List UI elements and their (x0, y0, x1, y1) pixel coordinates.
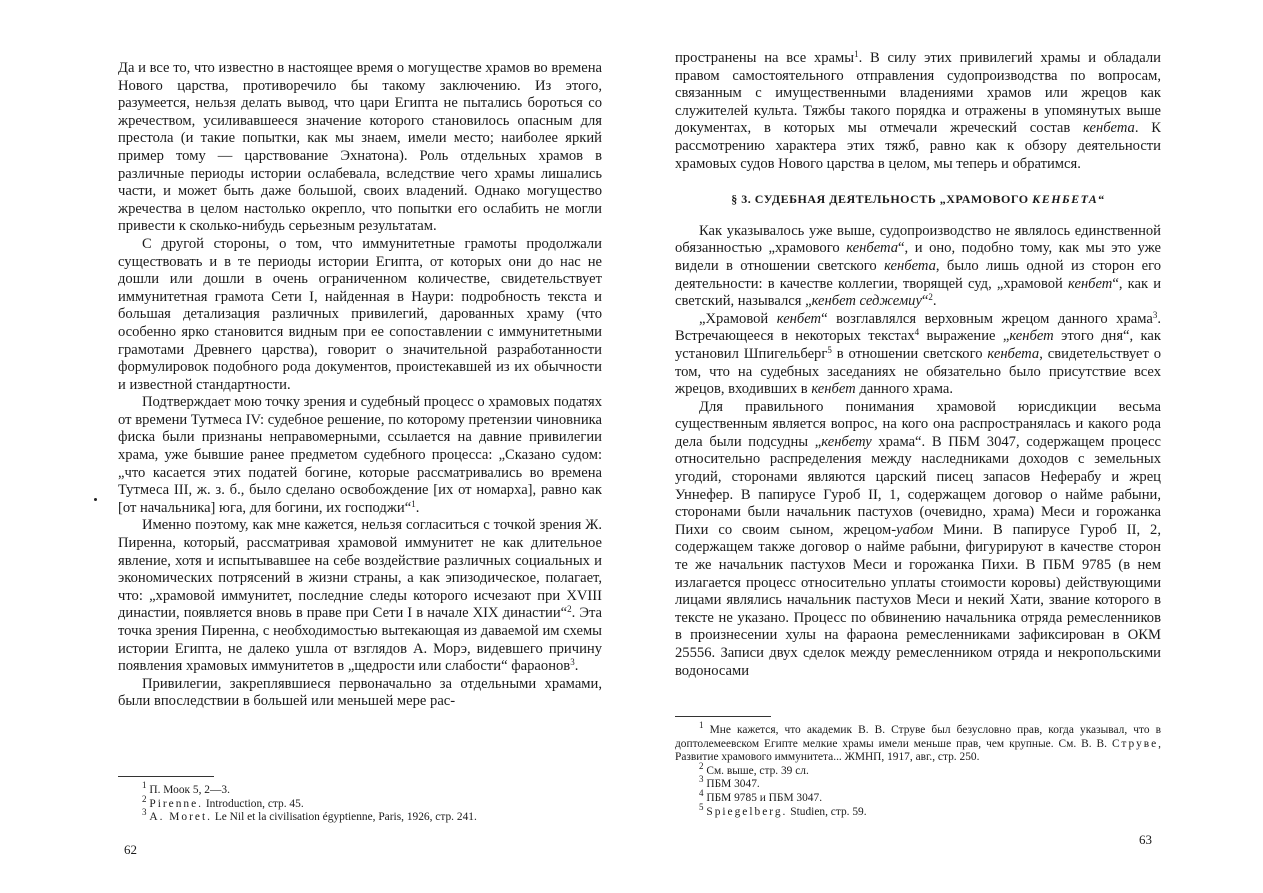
footnote-number: 3 (699, 774, 704, 785)
paragraph: Именно поэтому, как мне кажется, нельзя согласиться с точкой зрения Ж. Пиренна, который, рассматривая храмовой иммунитет не как длительное явление, хотя и испытывавшее на себе воздействие различных социальных и экономических потрясений в жизни страны, а как эпизодическое, полагает, что: „храмовой иммунитет, последние следы которого исчезают при XVIII династии, появляется вновь в праве при Сети I в начале XIX династии“$^2$. Эта точка зрения Пиренна, с необходимостью вытекающая из даваемой им схемы истории Египта, не далеко ушла от взглядов А. Морэ, видевшего причину появления храмовых иммунитетов в „щедрости или слабости“ фараонов$^3$. (118, 517, 602, 675)
paragraph-text: Мини. В папирусе Гуроб II, 2, содержащем также договор о найме рабыни, фигурируют в качестве сторон те же начальник пастухов Меси и горожанка Пихи. В ПБМ 9785 (в нем излагается процесс относительно уплаты стоимости коровы) действующими лицами являлись начальник пастухов Меси и некий Хати, звание которого в тексте не указано. Процесс по обвинению начальника отряда ремесленников в произнесении хулы на фараона ремесленниками зафиксирован в ОКМ 25556. Записи двух сделок между ремесленником отряда и некропольскими водоносами (675, 521, 1161, 679)
term-kenbet: кенбета (884, 257, 936, 274)
footnote-number: 4 (699, 787, 704, 798)
right-footnotes (675, 716, 1161, 819)
footnote-ref: 3 (570, 657, 575, 668)
footnote (118, 793, 602, 812)
term-kenbet: кенбет (1068, 275, 1113, 292)
term-kenbet: кенбет (776, 310, 822, 327)
footnote-ref: 1 (411, 498, 416, 509)
paragraph-text: в отношении светского (831, 345, 988, 362)
footnote-text: ПБМ 3047. (706, 778, 760, 791)
paragraph-text: “, и оно, подобно тому, как мы это уже видели в отношении светского (675, 240, 1161, 274)
footnote-ref: 1 (854, 49, 859, 59)
footnote-ref: 5 (827, 344, 832, 355)
footnote-author: Pirenne. (149, 797, 204, 810)
paragraph-text: . Эта точка зрения Пиренна, с необходимостью вытекающая из даваемой им схемы истории Египта, не далеко ушла от взглядов А. Морэ, видевшего причину появления храмовых иммунитетов в „щедрости или слабости“ фараонов (118, 605, 602, 675)
footnote-number: 5 (699, 801, 704, 812)
footnote-text: ПБМ 9785 и ПБМ 3047. (706, 791, 823, 804)
term-kenbet: кенбет (811, 381, 856, 398)
paragraph (675, 311, 1161, 399)
term-kenbet: кенбета (846, 240, 899, 257)
footnote-ref: 4 (914, 327, 920, 338)
term-kenbet: кенбета (987, 345, 1040, 362)
footnote (675, 774, 1161, 792)
footnote-ref: 3 (1152, 309, 1158, 320)
footnote-number: 1 (142, 780, 147, 790)
paragraph-text: храма“. В ПБМ 3047, содержащем процесс относительно распределения между наследниками доходов с земельных угодий, сторонами являются царский писец запасов Неферабу и жрец Уннефер. В папирусе Гуроб II, 1, содержащем договор о найме рабыни, сторонами были начальник пастухов (очевидно, храма) Меси и горожанка Пихи со своим сыном, жрецом- (675, 433, 1161, 538)
paragraph: Да и все то, что известно в настоящее время о могуществе храмов во времена Нового царства, противоречило бы такому заключению. Из этого, разумеется, нельзя делать вывод, что цари Египта не пытались бороться со жречеством, усиливавшееся значение которого становилось опасным для престола (и такие попытки, как мы знаем, имели место; наиболее яркий пример тому — царствование Эхнатона). Роль отдельных храмов в различные периоды истории ослабевала, вследствие чего храмы лишались части, и может быть даже большой, своих владений. Однако могущество жречества в целом настолько окрепло, что попытки его ослабить не могли привести к сколько-нибудь серьезным результатам. (118, 60, 602, 235)
paragraph-text: Подтверждает мою точку зрения и судебный процесс о храмовых податях от времени Тутмеса IV: судебное решение, по которому претензии чиновника фиска были признаны неправомерными, ссылается на давние привилегии храма, уже бывшие ранее предметом судебного процесса: „Сказано судом: „что касается этих податей богине, которые рассматривались во времена Тутмеса III, ж. з. б., было сделано освобождение [их от номарха], равно как [от начальника] юга, для богини, их господжи“ (118, 394, 602, 516)
paragraph-text: “, как и светский, назывался „ (675, 275, 1162, 310)
footnote (675, 801, 1161, 820)
footnote (675, 720, 1161, 765)
paragraph (675, 223, 1161, 311)
term-kenbet: кенбет седжемиу (811, 293, 922, 310)
paragraph: Привилегии, закреплявшиеся первоначально за отдельными храмами, были впоследствии в большей или меньшей мере рас- (118, 675, 602, 710)
section-heading-text: “ (1098, 192, 1105, 207)
left-page (0, 0, 631, 893)
footnote-number: 2 (142, 793, 147, 804)
footnote-ref: 2 (567, 604, 572, 615)
footnote-author: A. Moret. (149, 811, 212, 824)
page-number: 62 (124, 842, 137, 857)
section-heading (675, 191, 1161, 209)
section-heading-term: КЕНБЕТА (1032, 192, 1099, 207)
paragraph: Подтверждает мою точку зрения и судебный процесс о храмовых податях от времени Тутмеса IV: судебное решение, по которому претензии чиновника фиска были признаны неправомерными, ссылается на давние привилегии храма, уже бывшие ранее предметом судебного процесса: „Сказано судом: „что касается этих податей богине, которые рассматривались во времена Тутмеса III, ж. з. б., было сделано освобождение [их от номарха], равно как [от начальника] юга, для богини, их господжи“$^1$. (118, 394, 602, 516)
paragraph-text: выражение „ (919, 328, 1010, 345)
section-heading-text: § 3. СУДЕБНАЯ ДЕЯТЕЛЬНОСТЬ „ХРАМОВОГО (731, 192, 1033, 207)
paragraph-text: . Встречающееся в некоторых текстах (675, 310, 1161, 345)
term-kenbet: кенбету (821, 433, 872, 450)
footnote-divider (675, 716, 771, 717)
paragraph-text: Как указывалось уже выше, судопроизводство не являлось единственной обязанностью „храмового (675, 222, 1161, 257)
term-kenbet: кенбета (1083, 120, 1135, 137)
footnote-text: Le Nil et la civilisation égyptienne, Paris, 1926, стр. 241. (211, 811, 477, 824)
paragraph-text: данного храма. (855, 381, 954, 398)
paragraph (675, 399, 1161, 681)
footnote-text: П. Моок 5, 2—3. (149, 784, 230, 796)
page-number: 63 (1139, 832, 1152, 847)
footnote-author: Spiegelberg. (706, 805, 788, 818)
right-page (631, 0, 1263, 893)
footnote (675, 787, 1161, 806)
paragraph-text: . К рассмотрению характера этих тяжб, равно как к обзору деятельности храмовых судов Нового царства в целом, мы теперь и обратимся. (675, 120, 1161, 172)
footnote-number: 2 (699, 760, 704, 771)
paragraph-text: Для правильного понимания храмовой юрисдикции весьма существенным является вопрос, на кого она распространялась и какого рода дела были подсудны „ (675, 398, 1161, 450)
footnote-text: Introduction, стр. 45. (203, 797, 304, 810)
footnote-number: 1 (699, 720, 704, 730)
paragraph-text: “ возглавлялся верховным жрецом данного храма (821, 310, 1153, 327)
paragraph-text: . В силу этих привилегий храмы и обладали правом самостоятельного отправления судопроизводства по вопросам, связанным с имущественными владениями храмов или жрецов как служителей культа. Тяжбы такого порядка и отражены в упомянутых выше документах, в которых мы отмечали жреческий состав (675, 50, 1161, 137)
left-main-text (118, 60, 602, 711)
paragraph-text: . (932, 293, 937, 310)
footnote-author: Струве (1111, 737, 1159, 750)
right-main-text (675, 50, 1161, 680)
paragraph-text: „Храмовой (699, 310, 777, 327)
margin-mark (94, 498, 97, 501)
paragraph (675, 50, 1161, 173)
footnote-number: 3 (142, 807, 147, 818)
footnote-divider (118, 776, 214, 777)
footnote-text: Studien, стр. 59. (787, 805, 867, 818)
footnote-text: , Развитие храмового иммунитета... ЖМНП, 1917, авг., стр. 250. (675, 737, 1161, 764)
footnote-text: Мне кажется, что академик В. В. Струве был безусловно прав, когда указывал, что в доптолемеевском Египте мелкие храмы имели меньше прав, чем крупные. См. В. В. (675, 724, 1161, 750)
paragraph-text: пространены на все храмы (675, 50, 855, 66)
footnote (118, 807, 602, 825)
paragraph-text: “ (921, 293, 929, 310)
footnote (675, 760, 1161, 779)
left-footnotes (118, 776, 602, 825)
paragraph-text: Именно поэтому, как мне кажется, нельзя согласиться с точкой зрения Ж. Пиренна, который, рассматривая храмовой иммунитет не как длительное явление, хотя и испытывавшее на себе воздействие различных социальных и экономических потрясений в жизни страны, а как эпизодическое, полагает, что: „храмовой иммунитет, последние следы которого исчезают при XVIII династии, появляется вновь в праве при Сети I в начале XIX династии“ (118, 517, 602, 622)
footnote-ref: 2 (928, 292, 933, 303)
footnote-text: См. выше, стр. 39 сл. (706, 764, 809, 777)
paragraph-text: , было лишь одной из сторон его деятельности: в качестве коллегии, творящей суд, „храмовой (675, 257, 1161, 292)
paragraph: С другой стороны, о том, что иммунитетные грамоты продолжали существовать и в те периоды истории Египта, от которых они до нас не дошли или дошли в очень ограниченном количестве, свидетельствует иммунитетная грамота Сети I, найденная в Наури: подробность текста и большая детализация различных привилегий, дарованных храму (что особенно ярко становится видным при ее сопоставлении с иммунитетными грамотами Древнего царства), говорит о значительной разработанности формулировок подобного рода документов, проистекавшей из их обычности и известной стандартности. (118, 235, 602, 393)
footnote (118, 780, 602, 798)
term-uab: уабом (896, 521, 934, 538)
paragraph-text: , свидетельствует о том, что на судебных заседаниях не обязательно было присутствие всех жрецов, входивших в (675, 345, 1162, 398)
term-kenbet: кенбет (1009, 328, 1054, 345)
paragraph-text: этого дня“, как установил Шпигельберг (675, 328, 1161, 362)
